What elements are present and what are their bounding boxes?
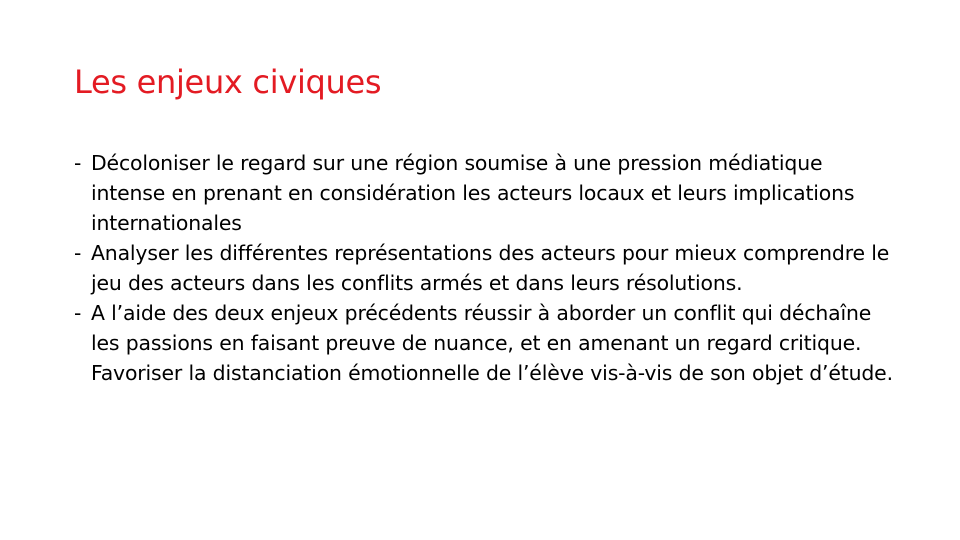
list-item [72, 148, 902, 238]
list-item [72, 238, 902, 298]
bullet-text: A l’aide des deux enjeux précédents réussir à aborder un conflit qui déchaîne les passions en faisant preuve de nuance, et en amenant un regard critique. Favoriser la distanciation émotionnelle de l’élève vis-à-vis de son objet d’étude. [91, 301, 893, 385]
bullet-text: Analyser les différentes représentations des acteurs pour mieux comprendre le jeu des acteurs dans les conflits armés et dans leurs résolutions. [91, 241, 890, 295]
bullet-dash: - [74, 301, 82, 325]
list-item [72, 298, 902, 388]
bullet-list [72, 148, 902, 388]
bullet-dash: - [74, 241, 82, 265]
slide-title: Les enjeux civiques [74, 63, 382, 101]
bullet-dash: - [74, 151, 82, 175]
bullet-text: Décoloniser le regard sur une région soumise à une pression médiatique intense en prenant en considération les acteurs locaux et leurs implications internationales [91, 151, 855, 235]
